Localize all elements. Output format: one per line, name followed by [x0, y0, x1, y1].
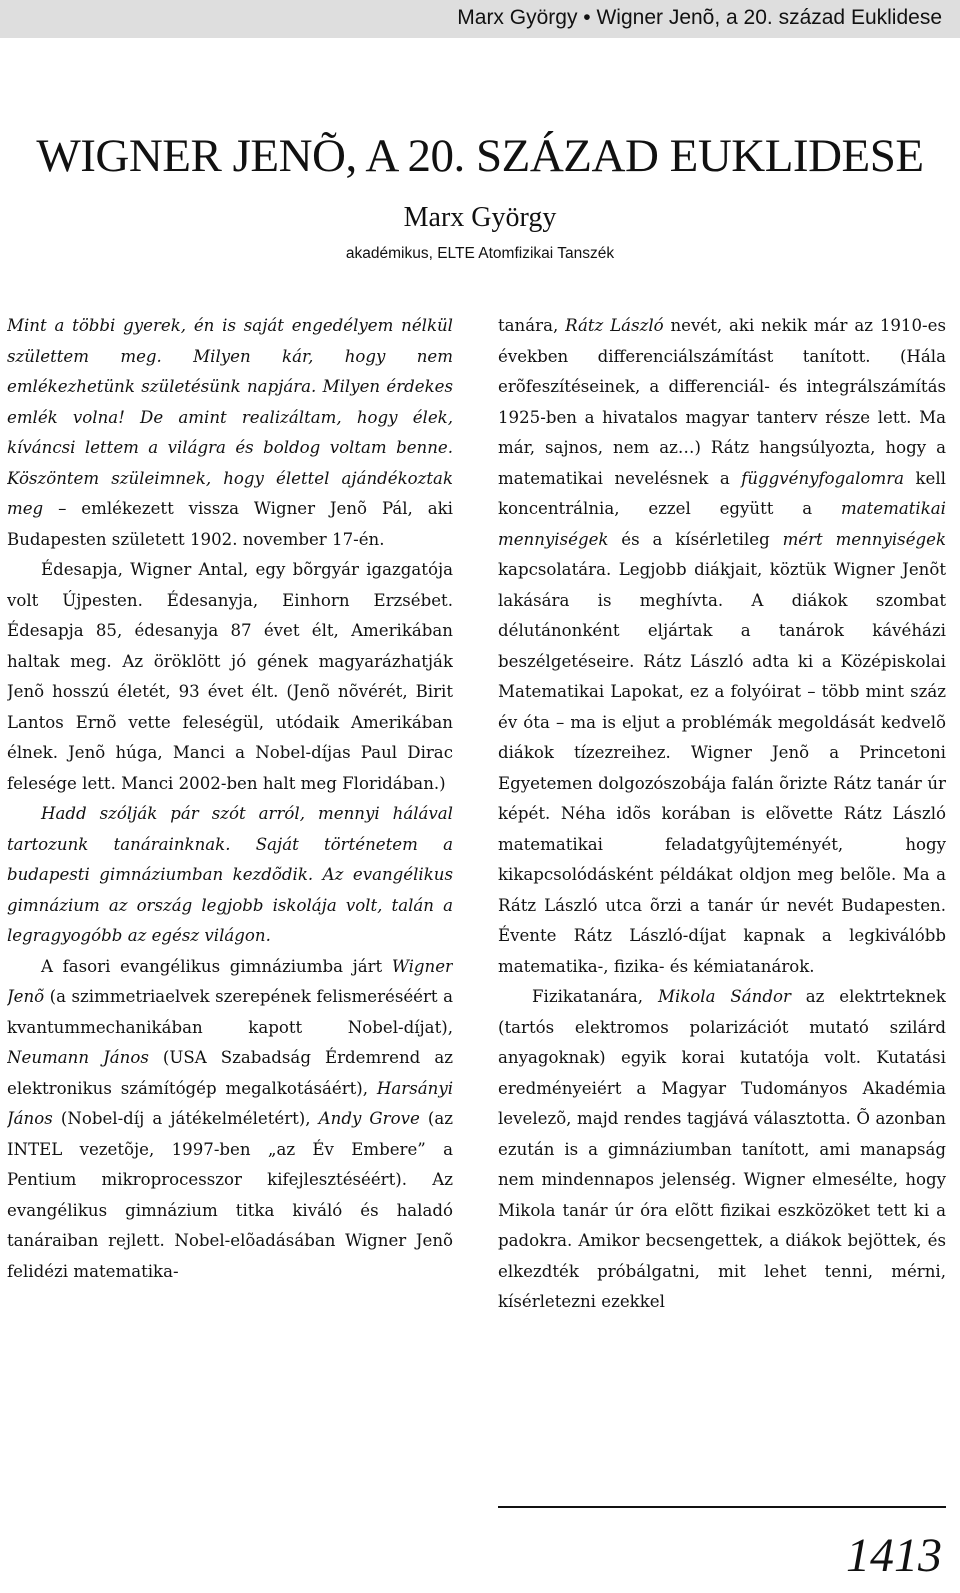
- paragraph-mikola: [498, 982, 946, 1318]
- text-run: (Nobel-díj a játékelméletért),: [52, 1109, 319, 1128]
- paragraph-ratz: [498, 311, 946, 982]
- paragraph-quote-1: [7, 311, 453, 555]
- author-affiliation: akadémikus, ELTE Atomfizikai Tanszék: [345, 245, 615, 262]
- author-name: Marx György: [403, 202, 557, 233]
- person-name: Neumann János: [7, 1048, 149, 1067]
- quote-text-2: Hadd szólják pár szót arról, mennyi hálával tartozunk tanárainknak. Saját történetem a budapesti gimnáziumban kezdõdik. Az evangélikus gimnázium az ország legjobb iskolája volt, talán a legragyogóbb az egész világon.: [7, 804, 453, 945]
- left-column: [7, 311, 453, 1501]
- text-run: A fasori evangélikus gimnáziumba járt: [41, 956, 392, 976]
- text-run: és a kísérletileg: [608, 529, 783, 549]
- paragraph-school: [7, 952, 453, 1288]
- paragraph-quote-2: [7, 799, 453, 952]
- text-run: kell koncentrálnia, ezzel együtt a: [498, 468, 946, 518]
- footer-rule: [498, 1506, 946, 1508]
- page-title: WIGNER JENÕ, A 20. SZÁZAD EUKLIDESE: [36, 130, 924, 182]
- emphasis: matematikai mennyiségek: [498, 499, 946, 549]
- running-head: Marx György • Wigner Jenõ, a 20. század Euklidese: [457, 6, 942, 29]
- quote-attribution: – emlékezett vissza Wigner Jenõ Pál, aki Budapesten született 1902. november 17-én.: [7, 499, 453, 549]
- text-run: (a szimmetriaelvek szerepének felismeréséért a kvantummechanikában kapott Nobel-díjat),: [7, 987, 453, 1037]
- text-run: (az INTEL vezetõje, 1997-ben „az Év Embere” a Pentium mikroprocesszor kifejlesztéséért). Az evangélikus gimnázium titka kiváló és haladó tanáraiban rejlett. Nobel-elõadásában Wigner Jenõ felidézi matematika-: [7, 1109, 453, 1281]
- text-run: kapcsolatára. Legjobb diákjait, köztük Wigner Jenõt lakására is meghívta. A diákok szombat délutánonként eljártak a tanárok kávéházi beszélgetéseire. Rátz László adta ki a Középiskolai Matematikai Lapokat, ez a folyóirat – több mint száz év óta – ma is eljut a problémák megoldását kedvelõ diákok tízezreihez. Wigner Jenõ a Princetoni Egyetemen dolgozószobája falán õrizte Rátz tanár úr képét. Néha idõs korában is elõvette Rátz László matematikai feladatgyûjteményét, hogy kikapcsolódásként példákat oldjon meg belõle. Ma a Rátz László utca õrzi a tanár úr nevét Budapesten. Évente Rátz László-díjat kapnak a legkiválóbb matematika-, fizika- és kémiatanárok.: [498, 560, 946, 976]
- person-name: Wigner Jenõ: [7, 956, 453, 1006]
- page-number: 1413: [846, 1529, 942, 1582]
- emphasis: mért mennyiségek: [782, 529, 946, 549]
- text-run: tanára,: [498, 316, 566, 335]
- paragraph-family: Édesapja, Wigner Antal, egy bõrgyár igazgatója volt Újpesten. Édesanyja, Einhorn Erzsébet. Édesapja 85, édesanyja 87 évet élt, Amerikában haltak meg. Az öröklött jó gének magyarázhatják Jenõ hosszú életét, 93 évet élt. (Jenõ nõvérét, Birit Lantos Ernõ vette feleségül, utódaik Amerikában élnek. Jenõ húga, Manci a Nobel-díjas Paul Dirac felesége lett. Manci 2002-ben halt meg Floridában.): [7, 560, 453, 793]
- text-run: az elektrteknek (tartós elektromos polarizációt mutató szilárd anyagoknak) egyik korai kutatója volt. Kutatási eredményeiért a Magyar Tudományos Akadémia levelezõ, majd rendes tagjává választotta. Õ azonban ezután is a gimnáziumban tanított, ami manapság nem mindennapos jelenség. Wigner elmesélte, hogy Mikola tanár úr óra elõtt fizikai eszközöket tett ki a padokra. Amikor becsengettek, a diákok bejöttek, és elkezdték próbálgatni, mit lehet tenni, mérni, kísérletezni ezekkel: [498, 987, 946, 1311]
- right-column: [498, 311, 946, 1501]
- person-name: Rátz László: [565, 316, 664, 335]
- person-name: Andy Grove: [318, 1109, 420, 1128]
- person-name: Harsányi János: [7, 1078, 453, 1128]
- emphasis: függvényfogalomra: [741, 468, 905, 488]
- person-name: Mikola Sándor: [657, 987, 791, 1006]
- quote-text: Mint a többi gyerek, én is saját engedélyem nélkül születtem meg. Milyen kár, hogy nem emlékezhetünk születésünk napjára. Milyen érdekes emlék volna! De amint realizáltam, hogy élek, kíváncsi lettem a világra és boldog voltam benne. Köszöntem szüleimnek, hogy élettel ajándékoztak meg: [7, 316, 453, 518]
- text-run: Fizikatanára,: [532, 987, 658, 1006]
- text-run: (USA Szabadság Érdemrend az elektronikus számítógép megalkotásáért),: [7, 1048, 453, 1098]
- text-run: nevét, aki nekik már az 1910-es években differenciálszámítást tanított. (Hála erõfeszítéseinek, a differenciál- és integrálszámítás 1925-ben a hivatalos magyar tanterv része lett. Ma már, sajnos, nem az…) Rátz hangsúlyozta, hogy a matematikai nevelésnek a: [498, 316, 946, 488]
